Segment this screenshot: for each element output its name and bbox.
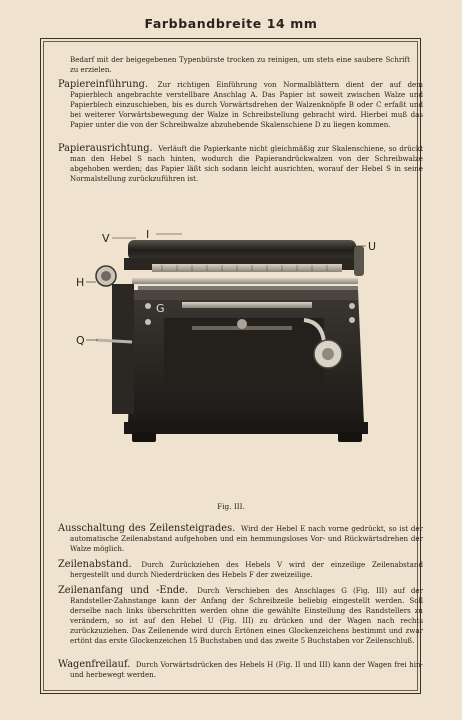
figure-label-q: Q [76, 334, 85, 347]
intro-paragraph: Bedarf mit der beigegebenen Typenbürste trocken zu reinigen, um stets eine saubere Schrift zu erzielen. [70, 55, 410, 74]
section-term: Papiereinführung. [58, 79, 149, 90]
section-body: Zur richtigen Einführung von Normalblättern dient der auf dem Papierblech angebrachte verstellbare Anschlag A. Das Papier ist soweit zwischen Walze und Papierblech einzuschieben, bis es durch Vorwärtsdrehen der Walzenknöpfe B oder C erfaßt und bei weiterer Vorwärtsbewegung der Walze in Schreibstellung gebracht wird. Hierbei muß das Papier unter die von der Schreibwalze abzuhebende Skalenschiene D zu liegen kommen. [70, 80, 423, 129]
figure-label-i: I [146, 228, 150, 241]
figure-label-u: U [368, 240, 377, 253]
section-body: Verläuft die Papierkante nicht gleichmäßig zur Skalenschiene, so drückt man den Hebel S nach hinten, wodurch die Papierandrückwalzen von der Schreibwalze abgehoben werden; das Papier läßt sich sodann leicht ausrichten, worauf der Hebel S in seine Normalstellung zurückzuführen ist. [70, 144, 423, 183]
section-papiereinfuehrung [58, 80, 423, 130]
figure-label-v: V [102, 232, 110, 245]
section-papierausrichtung [58, 144, 423, 184]
section-zeilenanfang [58, 586, 423, 645]
section-term: Papierausrichtung. [58, 143, 153, 154]
section-wagenfreilauf [58, 660, 423, 680]
section-term: Zeilenabstand. [58, 559, 132, 570]
figure-label-g: G [156, 302, 165, 315]
section-zeilenabstand [58, 560, 423, 580]
section-body: Durch Zurückziehen des Hebels V wird der einzeilige Zeilenabstand hergestellt und durch Niederdrücken des Hebels F der zweizeilige. [70, 560, 423, 579]
section-term: Ausschaltung des Zeilensteigrades. [58, 523, 236, 534]
figure-label-h: H [76, 276, 85, 289]
section-body: Durch Vorwärtsdrücken des Hebels H (Fig. II und III) kann der Wagen frei hin- und herbewegt werden. [70, 660, 423, 679]
section-term: Zeilenanfang und -Ende. [58, 585, 189, 596]
section-body: Wird der Hebel E nach vorne gedrückt, so ist der automatische Zeilenabstand aufgehoben und ein hemmungsloses Vor- und Rückwärtsdrehen der Walze möglich. [70, 524, 423, 553]
page-header: Farbbandbreite 14 mm [144, 16, 318, 31]
section-zeilensteigrad [58, 524, 423, 554]
section-body: Durch Verschieben des Anschlages G (Fig. III) auf der Randsteller-Zahnstange kann der Anfang der Schreibzeile beliebig eingestellt werden. Soll derselbe nach links überschritten werden ohne die gewählte Einstellung des Randstellers zu verändern, so ist auf den Hebel U (Fig. III) zu drücken und der Wagen nach rechts zurückzuziehen. Das Zeilenende wird durch Ertönen eines Glockenzeichens bestimmt und zwar ertönt das erste Glockenzeichen 15 Buchstaben und das zweite 5 Buchstaben vor Zeilenschluß. [70, 586, 423, 645]
section-term: Wagenfreilauf. [58, 659, 131, 670]
typewriter-illustration [72, 224, 390, 462]
figure-caption: Fig. III. [217, 502, 245, 511]
